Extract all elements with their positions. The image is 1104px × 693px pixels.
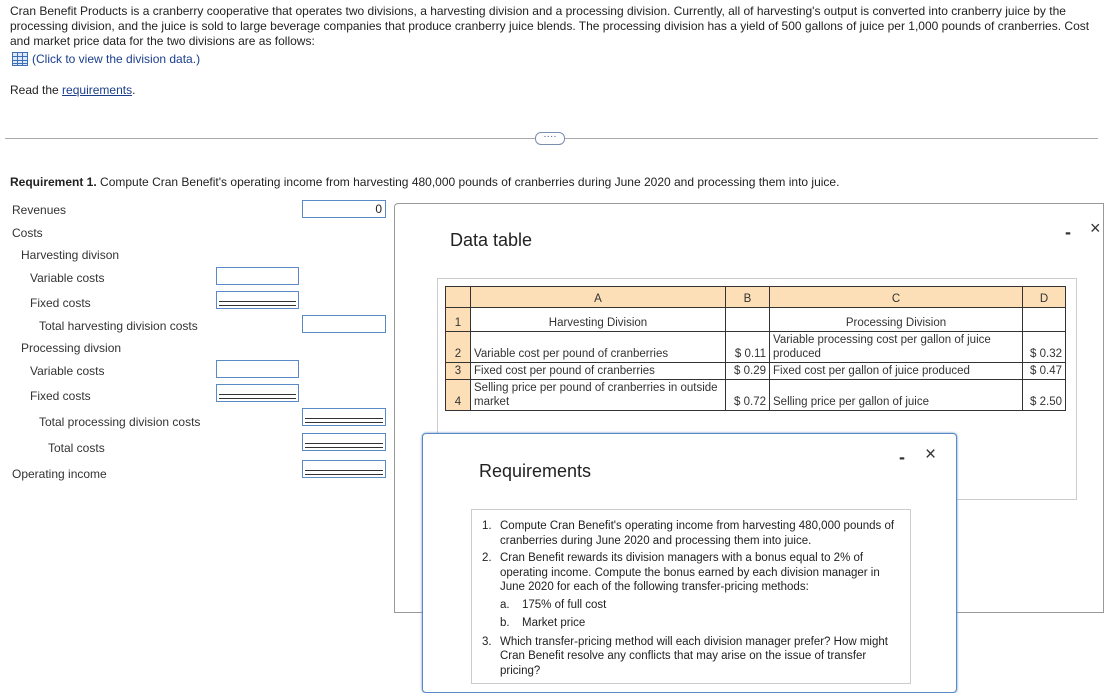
total-harvesting-costs-input[interactable] xyxy=(302,315,386,333)
total-processing-costs-input[interactable] xyxy=(302,408,386,426)
total-harvesting-costs-label: Total harvesting division costs xyxy=(39,319,198,333)
sub-item xyxy=(500,616,902,631)
view-data-link[interactable] xyxy=(12,52,200,66)
table-row xyxy=(446,332,1066,363)
revenues-label: Revenues xyxy=(12,203,67,217)
requirement-1-prompt xyxy=(10,175,839,189)
row-number: 3 xyxy=(446,363,471,380)
row-number: 4 xyxy=(446,380,471,411)
table-row xyxy=(446,308,1066,332)
operating-income-input[interactable] xyxy=(302,460,386,478)
cell-b2: $ 0.11 xyxy=(726,332,770,363)
revenues-input[interactable]: 0 xyxy=(302,200,386,218)
view-data-link-label[interactable]: (Click to view the division data.) xyxy=(32,52,201,66)
requirements-link[interactable]: requirements xyxy=(62,83,133,97)
col-header-d: D xyxy=(1023,287,1066,308)
minimize-icon[interactable]: - xyxy=(1065,222,1071,242)
table-icon[interactable] xyxy=(12,52,28,66)
requirements-list xyxy=(482,519,902,681)
item-number: 2. xyxy=(482,552,492,564)
requirements-box xyxy=(471,509,911,684)
expand-more-button[interactable]: ···· xyxy=(535,132,565,145)
row-number: 2 xyxy=(446,332,471,363)
processing-division-label: Processing divsion xyxy=(21,341,122,355)
item-text: Which transfer-pricing method will each division manager prefer? How might Cran Benefit resolve any conflicts that may arise on the issue of transfer pricing? xyxy=(500,635,888,677)
sub-item-letter: b. xyxy=(500,617,510,629)
item-text: Cran Benefit rewards its division managers with a bonus equal to 2% of operating income. Compute the bonus earned by each division manager in June 2020 for each of the following transfer-pricing methods: xyxy=(500,552,880,593)
data-table-title: Data table xyxy=(450,230,533,250)
processing-variable-costs-label: Variable costs xyxy=(30,364,105,378)
cell-c3: Fixed cost per gallon of juice produced xyxy=(770,363,1023,380)
processing-fixed-costs-input[interactable] xyxy=(216,384,299,402)
read-prefix: Read the xyxy=(10,83,63,97)
cell-b1 xyxy=(726,308,770,332)
sub-item-letter: a. xyxy=(500,598,510,611)
cell-d2: $ 0.32 xyxy=(1023,332,1066,363)
cell-a3: Fixed cost per pound of cranberries xyxy=(471,363,726,380)
table-row xyxy=(446,380,1066,411)
requirement-1-label: Requirement 1. xyxy=(10,175,97,189)
read-requirements-line xyxy=(10,83,135,97)
harvesting-variable-costs-label: Variable costs xyxy=(30,271,105,285)
item-text: Compute Cran Benefit's operating income from harvesting 480,000 pounds of cranberries during June 2020 and processing them into juice. xyxy=(500,520,895,547)
processing-variable-costs-input[interactable] xyxy=(216,360,299,378)
read-suffix: . xyxy=(132,83,136,97)
cell-c2: Variable processing cost per gallon of juice produced xyxy=(770,332,1023,363)
costs-label: Costs xyxy=(12,226,43,240)
cell-a1: Harvesting Division xyxy=(471,308,726,332)
minimize-icon[interactable]: - xyxy=(899,447,905,467)
item-number: 3. xyxy=(482,635,492,648)
total-costs-label: Total costs xyxy=(48,441,105,455)
cell-a2: Variable cost per pound of cranberries xyxy=(471,332,726,363)
cell-b3: $ 0.29 xyxy=(726,363,770,380)
list-item xyxy=(482,635,902,679)
requirements-dialog xyxy=(422,433,957,693)
cell-c4: Selling price per gallon of juice xyxy=(770,380,1023,411)
requirement-1-text: Compute Cran Benefit's operating income from harvesting 480,000 pounds of cranberries during June 2020 and processing them into juice. xyxy=(96,175,840,189)
list-item xyxy=(482,551,902,631)
total-costs-input[interactable] xyxy=(302,433,386,451)
harvesting-fixed-costs-label: Fixed costs xyxy=(30,296,91,310)
sub-item xyxy=(500,598,902,613)
close-icon[interactable]: × xyxy=(1090,218,1101,238)
harvesting-variable-costs-input[interactable] xyxy=(216,267,299,285)
col-header-c: C xyxy=(770,287,1023,308)
division-data-table xyxy=(445,286,1066,411)
table-header-row xyxy=(446,287,1066,308)
col-header-a: A xyxy=(471,287,726,308)
processing-fixed-costs-label: Fixed costs xyxy=(30,389,91,403)
list-item xyxy=(482,519,902,548)
cell-b4: $ 0.72 xyxy=(726,380,770,411)
total-processing-costs-label: Total processing division costs xyxy=(39,415,201,429)
table-row xyxy=(446,363,1066,380)
sub-item-text: 175% of full cost xyxy=(522,598,607,611)
harvesting-division-label: Harvesting divison xyxy=(21,248,120,262)
operating-income-label: Operating income xyxy=(12,467,107,481)
close-icon[interactable]: × xyxy=(925,444,937,465)
problem-intro: Cran Benefit Products is a cranberry cooperative that operates two divisions, a harvesting division and a processing division. Currently, all of harvesting's output is converted into cranberry juice by the processing division, and the juice is sold to large beverage companies that produce cranberry juice blends. The processing division has a yield of 500 gallons of juice per 1,000 pounds of cranberries. Cost and market price data for the two divisions are as follows: xyxy=(10,4,1090,48)
cell-d4: $ 2.50 xyxy=(1023,380,1066,411)
cell-c1: Processing Division xyxy=(770,308,1023,332)
requirements-title: Requirements xyxy=(479,461,592,481)
row-number: 1 xyxy=(446,308,471,332)
cell-d1 xyxy=(1023,308,1066,332)
corner-cell xyxy=(446,287,471,308)
cell-a4: Selling price per pound of cranberries in outside market xyxy=(471,380,726,411)
harvesting-fixed-costs-input[interactable] xyxy=(216,291,299,309)
sub-item-text: Market price xyxy=(522,617,586,629)
item-number: 1. xyxy=(482,520,492,532)
col-header-b: B xyxy=(726,287,770,308)
cell-d3: $ 0.47 xyxy=(1023,363,1066,380)
